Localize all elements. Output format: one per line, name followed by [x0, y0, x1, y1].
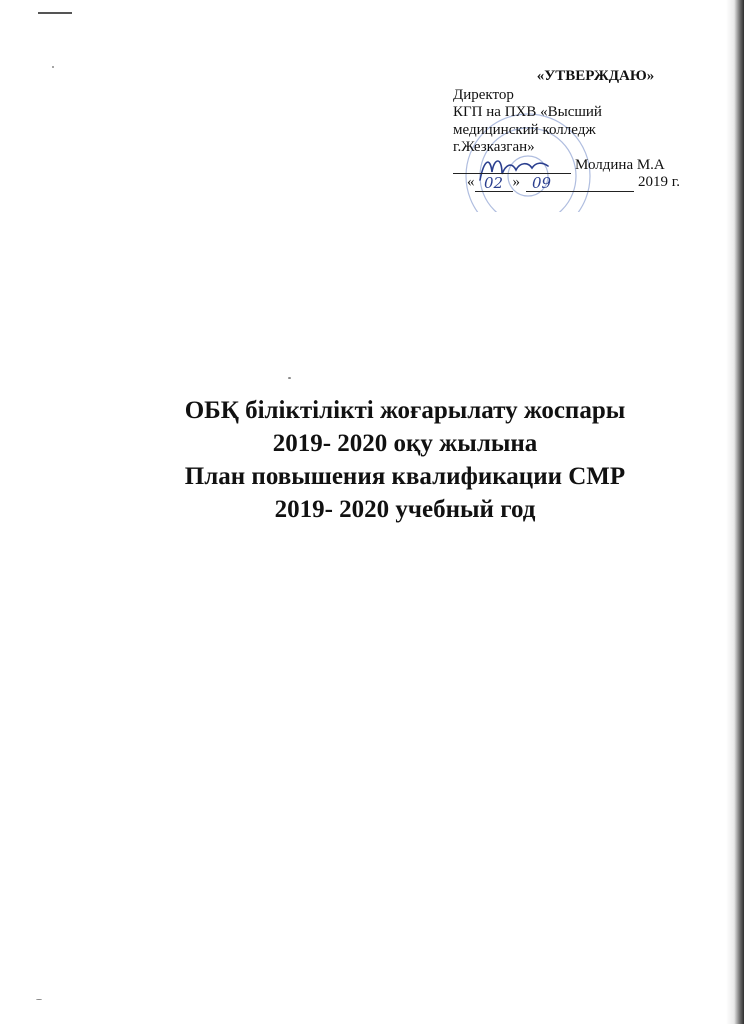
scan-speck	[52, 66, 54, 68]
date-year: 2019 г.	[638, 174, 680, 190]
organization-line: г.Жезказган»	[453, 139, 535, 155]
title-year-kazakh: 2019- 2020 оқу жылына	[272, 430, 538, 457]
scan-page-edge	[726, 0, 744, 1024]
title-line-kazakh: ОБҚ біліктілікті жоғарылату жоспары	[184, 397, 626, 424]
date-day: 02	[475, 175, 513, 192]
signatory-name: Молдина М.А	[575, 156, 665, 173]
approver-position: Директор	[453, 86, 514, 103]
organization-line: КГП на ПХВ «Высший	[453, 104, 602, 120]
title-year-russian: 2019- 2020 учебный год	[274, 496, 536, 523]
signature-row	[453, 157, 698, 175]
title-line-russian: План повышения квалификации СМР	[184, 463, 626, 490]
approval-date	[453, 174, 698, 192]
signature-line	[453, 158, 571, 174]
scan-speck	[288, 377, 291, 379]
organization-line: медицинский колледж	[453, 121, 596, 138]
date-month: 09	[526, 175, 634, 192]
scan-mark	[38, 12, 72, 14]
scan-speck	[36, 999, 42, 1000]
date-open-quote: «	[467, 174, 475, 190]
approval-block	[453, 68, 698, 192]
date-close-quote: »	[512, 174, 520, 190]
approval-heading: «УТВЕРЖДАЮ»	[536, 68, 655, 84]
document-title	[110, 394, 700, 526]
